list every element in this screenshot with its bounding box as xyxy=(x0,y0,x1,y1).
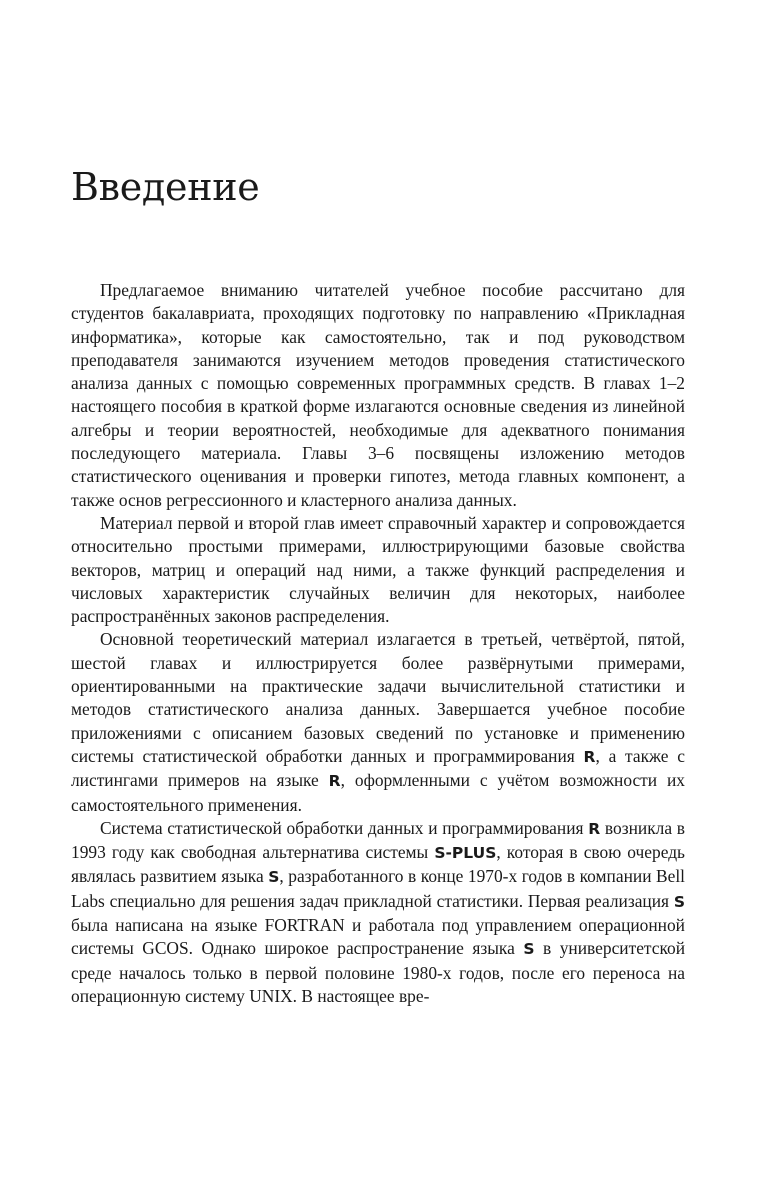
paragraph-2 xyxy=(71,512,685,628)
s-language-name: S xyxy=(268,868,280,887)
paragraph-4-text: , которая в свою очередь являлась развитием языка xyxy=(71,842,685,887)
paragraph-3-text: , оформленными с учётом возможности их самостоятельного применения. xyxy=(71,770,685,815)
paragraph-4-text: была написана на языке FORTRAN и работала под управлением операционной системы GCOS. Однако широкое распространение языка xyxy=(71,915,685,959)
paragraph-4-text: , разработанного в конце 1970-х годов в компании Bell Labs специально для решения задач прикладной статистики. Первая реализация xyxy=(71,866,686,911)
paragraph-3 xyxy=(71,628,685,816)
chapter-title: Введение xyxy=(71,165,260,209)
paragraph-4-text: в университетской среде началось только в первой половине 1980-х годов, после его переноса на операционную систему UNIX. В настоящее вре- xyxy=(71,938,686,1006)
paragraph-1-text: Предлагаемое вниманию читателей учебное пособие рассчитано для студентов бакалавриата, проходящих подготовку по направлению «Прикладная информатика», которые как самостоятельно, так и под руководством преподавателя занимаются изучением методов проведения статистического анализа данных с помощью современных программных средств. В главах 1–2 настоящего пособия в краткой форме излагаются основные сведения из линейной алгебры и теории вероятностей, необходимые для адекватного понимания последующего материала. Главы 3–6 посвящены изложению методов статистического оценивания и проверки гипотез, метода главных компонент, а также основ регрессионного и кластерного анализа данных. xyxy=(71,280,685,510)
r-language-name: R xyxy=(583,747,596,766)
paragraph-4-text: возникла в 1993 году как свободная альтернатива системы xyxy=(71,817,685,863)
s-language-name: S xyxy=(673,892,685,911)
paragraph-4 xyxy=(71,817,685,1008)
body-text xyxy=(71,279,685,1008)
paragraph-4-text: Система статистической обработки данных и программирования xyxy=(100,817,589,838)
paragraph-3-text: Основной теоретический материал излагается в третьей, четвёртой, пятой, шестой главах и иллюстрируется более развёрнутыми примерами, ориентированными на практические задачи вычислительной статистики и методов статистического анализа данных. Завершается учебное пособие приложениями с описанием базовых сведений по установке и применению системы статистической обработки данных и программирования xyxy=(71,629,685,766)
r-language-name: R xyxy=(328,772,341,791)
paragraph-3-text: , а также с листингами примеров на языке xyxy=(71,745,685,791)
s-language-name: S xyxy=(523,940,535,959)
r-language-name: R xyxy=(588,819,601,838)
paragraph-1 xyxy=(71,279,685,512)
splus-system-name: S-PLUS xyxy=(434,844,497,863)
paragraph-2-text: Материал первой и второй глав имеет справочный характер и сопровождается относительно простыми примерами, иллюстрирующими базовые свойства векторов, матриц и операций над ними, а также функций распределения и числовых характеристик случайных величин для некоторых, наиболее распространённых законов распределения. xyxy=(71,512,685,627)
